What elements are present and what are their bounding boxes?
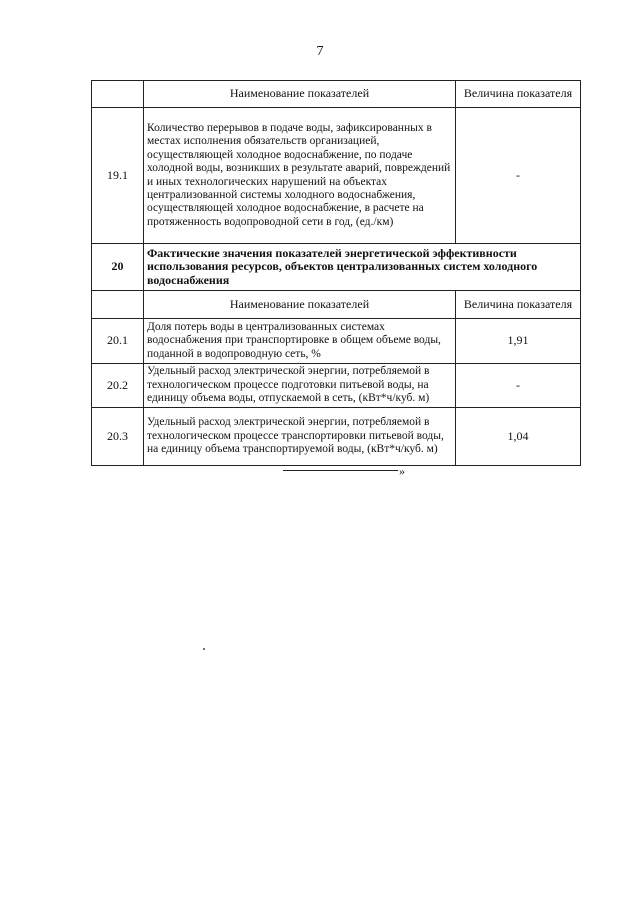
row-number: 20.2 — [92, 364, 144, 408]
section-number: 20 — [92, 244, 144, 291]
stray-dot — [203, 648, 205, 650]
row-number: 19.1 — [92, 108, 144, 244]
row-description: Количество перерывов в подаче воды, зафиксированных в местах исполнения обязательств организацией, осуществляющей холодное водоснабжение, по подаче холодной воды, возникших в результате аварий, повреждений и иных технологических нарушений на объектах централизованной системы холодного водоснабжения, осуществляющей холодное водоснабжение, в расчете на протяженность водопроводной сети в год, (ед./км) — [144, 108, 456, 244]
header-name-cell: Наименование показателей — [144, 291, 456, 319]
header-value-cell: Величина показателя — [456, 81, 581, 108]
header-num-cell — [92, 291, 144, 319]
table-row — [92, 364, 581, 408]
row-description: Доля потерь воды в централизованных системах водоснабжения при транспортировке в общем объеме воды, поданной в водопроводную сеть, % — [144, 319, 456, 364]
row-number: 20.1 — [92, 319, 144, 364]
row-value: - — [456, 108, 581, 244]
indicators-table — [91, 80, 581, 466]
row-number: 20.3 — [92, 408, 144, 466]
row-description: Удельный расход электрической энергии, потребляемой в технологическом процессе транспортировки питьевой воды, на единицу объема транспортируемой воды, (кВт*ч/куб. м) — [144, 408, 456, 466]
row-value: - — [456, 364, 581, 408]
header-num-cell — [92, 81, 144, 108]
closing-line — [283, 470, 398, 471]
page-number: 7 — [316, 44, 324, 59]
table-row — [92, 108, 581, 244]
table-header-row — [92, 81, 581, 108]
section-title: Фактические значения показателей энергетической эффективности использования ресурсов, объектов централизованных систем холодного водоснабжения — [144, 244, 581, 291]
section-row — [92, 244, 581, 291]
header-value-cell: Величина показателя — [456, 291, 581, 319]
row-value: 1,04 — [456, 408, 581, 466]
table-header-row — [92, 291, 581, 319]
header-name-cell: Наименование показателей — [144, 81, 456, 108]
table-row — [92, 408, 581, 466]
row-value: 1,91 — [456, 319, 581, 364]
table-row — [92, 319, 581, 364]
closing-quote: » — [399, 464, 405, 478]
row-description: Удельный расход электрической энергии, потребляемой в технологическом процессе подготовки питьевой воды, на единицу объема воды, отпускаемой в сеть, (кВт*ч/куб. м) — [144, 364, 456, 408]
